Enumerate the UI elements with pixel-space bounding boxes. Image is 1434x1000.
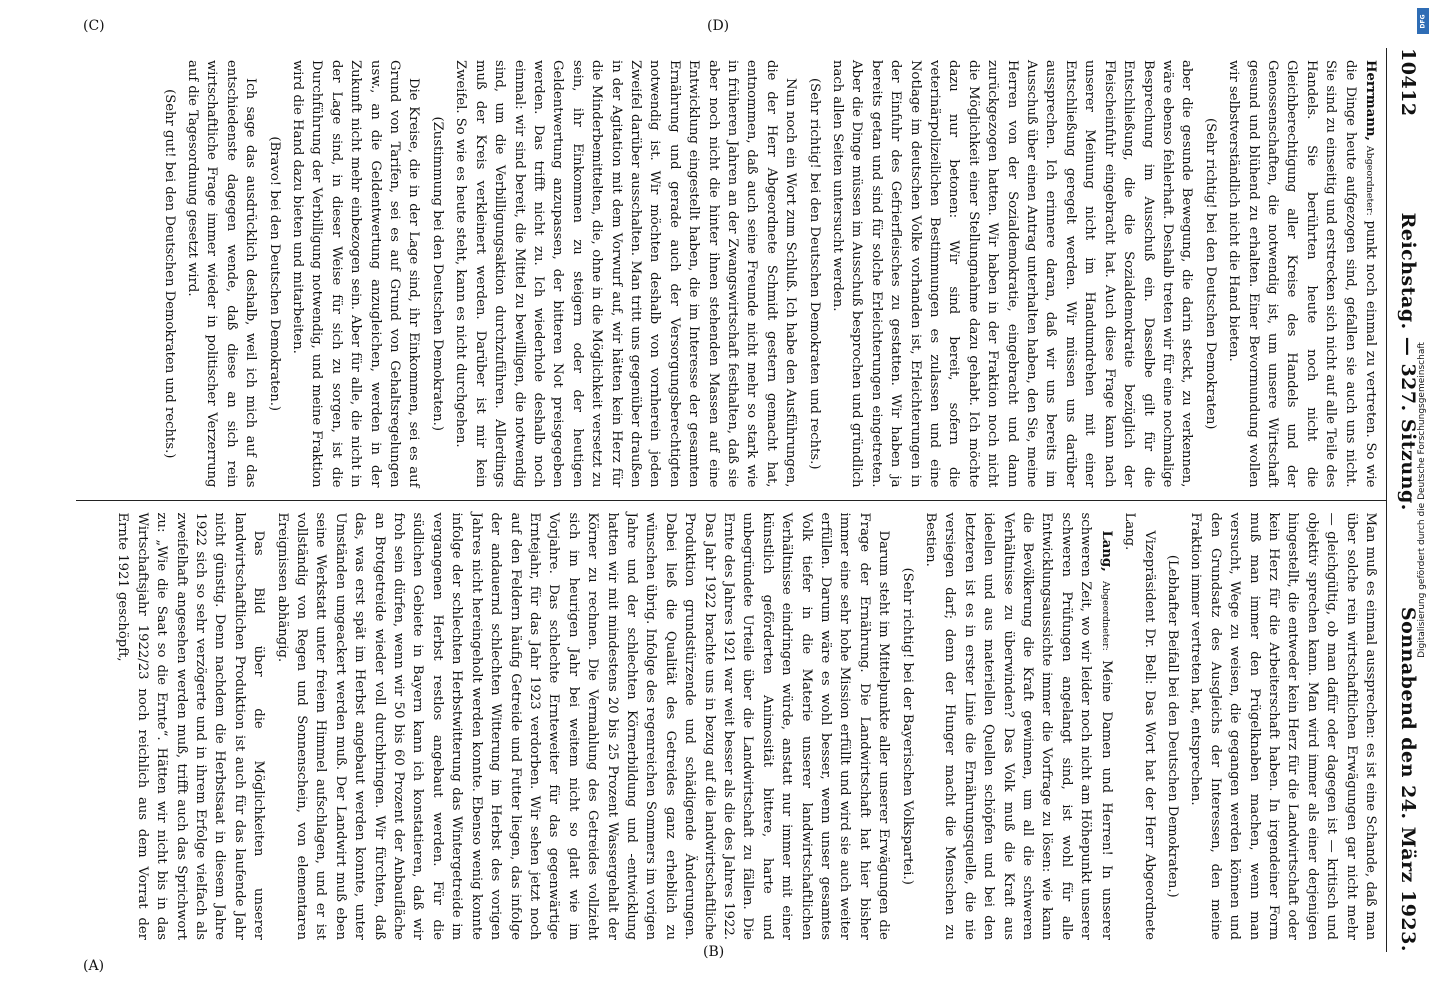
speaker-role: Abgeordneter: [1364,145,1375,216]
column-left [76,48,1386,500]
rotated-page [75,0,1425,1000]
interjection: (Sehr richtig! bei den Deutschen Demokraten und rechts.) [806,78,822,470]
speaker-role: Abgeordneter: [1099,580,1111,651]
column-right [76,500,1386,953]
paragraph: Das Bild über die Möglichkeiten unserer landwirtschaftlichen Produktion ist auch für das laufende Jahr nicht günstig. Denn nachdem die Herbstsaat in diesem Jahre 1922 sich so sehr verzögerte und in ihrem Erfolge vielfach als zweifelhaft angesehen werden muß, trifft auch das Sprichwort zu: „Wie die Saat so die Ernte“. Hätten wir nicht bis in das Wirtschaftsjahr 1922/23 noch reichlich aus dem Vorrat der Ernte 1921 geschöpft, [115,512,267,940]
interjection: (Sehr richtig! bei der Bayerischen Volkspartei.) [899,567,915,885]
paragraph: Man muß es einmal aussprechen: es ist eine Schande, daß man über solche rein wirtschaftlichen Erwägungen gar nicht mehr — gleichgültig, ob man dafür oder dagegen ist — kritisch und objektiv sprechen kann. Man wird immer als einer derjenigen hingestellt, die entweder kein Herz für die Landwirtschaft oder kein Herz für die Arbeiterschaft haben. In irgendeiner Form muß man immer den Prügelknaben machen, wenn man versucht, Wege zu weisen, die gegangen werden können und den Grundsatz des Ausgleichs der Interessen, den meine Fraktion immer vertreten hat, entsprechen. [1188,512,1378,940]
page-header [1386,48,1419,952]
page-title: Reichstag. — 327. Sitzung. [1397,212,1419,511]
paragraph-text: punkt noch einmal zu vertreten. So wie die Dinge heute aufgezogen sind, gefallen sie auch uns nicht. Sie sind zu einseitig und erstrecken sich nicht auf alle Teile des Handels. Sie berührten heute noch nicht die Gleichberechtigung aller Kreise des Handels und der Genossenschaften, die notwendig ist, um unsere Wirtschaft gesund und blühend zu erhalten. Einer Bevormundung wollen wir selbstverständlich nicht die Hand bieten. [1226,60,1378,488]
paragraph: aber die gesunde Bewegung, die darin steckt, zu verkennen, wäre ebenso fehlerhaft. Deshalb treten wir für eine nochmalige Besprechung im Ausschuß ein. Dasselbe gilt für die Entschließung, die die Sozialdemokratie bezüglich der Fleischeinfuhr eingebracht hat. Auch diese Frage kann nach unserer Meinung nicht im Handumdrehen mit einer Entschließung geregelt werden. Wir müssen uns darüber aussprechen. Ich erinnere daran, daß wir uns bereits im Ausschuß über einen Antrag unterhalten haben, den Sie, meine Herren von der Sozialdemokratie, eingebracht und dann zurückgezogen hatten. Wir haben in der Fraktion noch nicht die Möglichkeit einer Stellungnahme dazu gehabt. Ich möchte dazu nur betonen: Wir sind bereit, sofern die veterinärpolizeilichen Bestimmungen es zulassen und eine Notlage im deutschen Volke vorhanden ist, Erleichterungen in der Einfuhr des Gefrierfleisches zu gestatten. Wir haben ja bereits getan und sind für solche Erleichterungen eingetreten. Aber die Dinge müssen im Ausschuß besprochen und gründlich nach allen Seiten untersucht werden. [830,60,1195,488]
interjection: (Lebhafter Beifall bei den Deutschen Demokraten.) [1164,554,1180,898]
speech-paragraph [921,513,1116,941]
interjection: (Zustimmung bei den Deutschen Demokraten.) [429,116,445,432]
paragraph: Nun noch ein Wort zum Schluß. Ich habe den Ausführungen, die der Herr Abgeordnete Schmidt gestern gemacht hat, entnommen, daß auch seine Freunde nicht mehr so stark wie in früheren Jahren an der Zwangswirtschaft festhalten, daß sie aber noch nicht die hinter ihnen stehenden Massen auf eine Entwicklung eingestellt haben, die im Interesse der gesamten Ernährung und gerade auch der Versorgungsberechtigten notwendig ist. Wir möchten deshalb von vornherein jeden Zweifel darüber ausschalten. Man tritt uns gegenüber draußen in der Agitation mit dem Vorwurf auf, wir hätten kein Herz für die Minderbemittelten, die, ohne in die Möglichkeit versetzt zu sein, ihr Einkommen zu steigern oder der heutigen Geldentwertung anzupassen, der bitteren Not preisgegeben werden. Das trifft nicht zu. Ich wiederhole deshalb noch einmal: wir sind bereit, die Mittel zu bewilligen, die notwendig sind, um die Verbilligungsaktion durchzuführen. Allerdings muß der Kreis verkleinert werden. Darüber ist mir kein Zweifel. So wie es heute steht, kann es nicht durchgehen. [453,60,799,488]
interjection: (Sehr gut! bei den Deutschen Demokraten und rechts.) [161,89,177,459]
speaker-name: Herrmann, [1363,60,1378,142]
margin-marker-d: (D) [707,18,730,34]
text-columns [82,48,1386,952]
session-date: Sonnabend den 24. März 1923. [1397,606,1419,952]
speaker-name: Lang, [1098,530,1114,572]
dfg-logo-text: DFG [1419,13,1427,29]
paragraph: Darum steht im Mittelpunkte aller unserer Erwägungen die Frage der Ernährung. Die Landwirtschaft hat hier bisher immer eine sehr hohe Mission erfüllt und wird sie auch weiter erfüllen. Darum wäre es wohl besser, wenn unser gesamtes Volk tiefer in die Materie unserer landwirtschaftlichen Verhältnisse eindringen würde, anstatt nur immer mit einer künstlich geförderten Animosität bittere, harte und unbegründete Urteile über die Landwirtschaft zu fällen. Die Ernte des Jahres 1921 war weit besser als die des Jahres 1922. Das Jahr 1922 brachte uns in bezug auf die landwirtschaftliche Produktion grundstürzende und schädigende Änderungen. Dabei ließ die Qualität des Getreides ganz erheblich zu wünschen übrig. Infolge des regenreichen Sommers im vorigen Jahre und der schlechten Körnerbildung und -entwicklung hatten wir mit mindestens 20 bis 25 Prozent Wassergehalt der Körner zu rechnen. Die Vermahlung des Getreides vollzieht sich im heurigen Jahr bei weitem nicht so glatt wie im Vorjahre. Das schlechte Ernteweiter für das gegenwärtige Erntejahr, für das Jahr 1923 verdorben. Wir sehen jetzt noch auf den Feldern häufig Getreide und Futter liegen, das infolge der andauernd schlechten Witterung im Herbst des vorigen Jahres nicht hereingeholt werden konnte. Ebenso wenig konnte infolge der schlechten Herbstwitterung das Wintergetreide im vergangenen Herbst restlos angebaut werden. Für die südlichen Gebiete in Bayern kann ich konstatieren, daß wir froh sein dürfen, wenn wir 50 bis 60 Prozent der Anbaufläche an Brotgetreide wieder voll durchbringen. Wir fürchten, daß das, was erst spät im Herbst angebaut werden konnte, unter Umständen umgeackert werden muß. Der Landwirt muß eben seine Werkstatt unter freiem Himmel aufschlagen, und er ist vollständig von Regen und Sonnenschein, von elementaren Ereignissen abhängig. [274,512,892,940]
page-number: 10412 [1397,48,1419,117]
margin-marker-a: (A) [83,958,105,974]
interjection: (Bravo! bei den Deutschen Demokraten.) [266,136,282,412]
digitization-note: Digitalisierung gefördert durch die Deutsche Forschungsgemeinschaft [1417,342,1427,658]
margin-marker-b: (B) [703,944,725,960]
paragraph: Ich sage das ausdrücklich deshalb, weil ich mich auf das entschiedenste dagegen wende, daß diese an sich rein wirtschaftliche Frage immer wieder in politischer Verzerrung auf die Tagesordnung gesetzt wird. [185,60,259,488]
paragraph: Die Kreise, die in der Lage sind, ihr Einkommen, sei es auf Grund von Tarifen, sei es auf Grund von Gehaltsregelungen usw., an die Geldentwertung anzugleichen, werden in der Zukunft nicht mehr einbezogen sein. Aber für alle, die nicht in der Lage sind, in dieser Weise für sich zu sorgen, ist die Durchführung der Verbilligung notwendig, und meine Fraktion wird die Hand dazu bieten und mitarbeiten. [290,60,422,488]
interjection: (Sehr richtig! bei den Deutschen Demokraten) [1202,118,1218,430]
margin-marker-c: (C) [83,18,105,34]
speech-paragraph [1224,60,1380,488]
paragraph-text: Meine Damen und Herren! In unserer schweren Zeit, wo wir leider noch nicht am Höhepunkt unserer schweren Prüfungen angelangt sind, ist wohl für alle Entwicklungsaussichte immer die Vorfrage zu lösen: wie kann die Bevölkerung die Kraft gewinnen, um all die schweren Verhältnisse zu überwinden? Das Volk muß die Kraft aus ideellen und aus materiellen Quellen schöpfen und bei den letzteren ist es in erster Linie die Ernährungsquelle, die nie versiegen darf; denn der Hunger macht die Menschen zu Bestien. [923,512,1114,940]
dfg-logo [1417,8,1429,34]
paragraph: Vizepräsident Dr. Bell: Das Wort hat der Herr Abgeordnete Lang. [1122,512,1157,940]
